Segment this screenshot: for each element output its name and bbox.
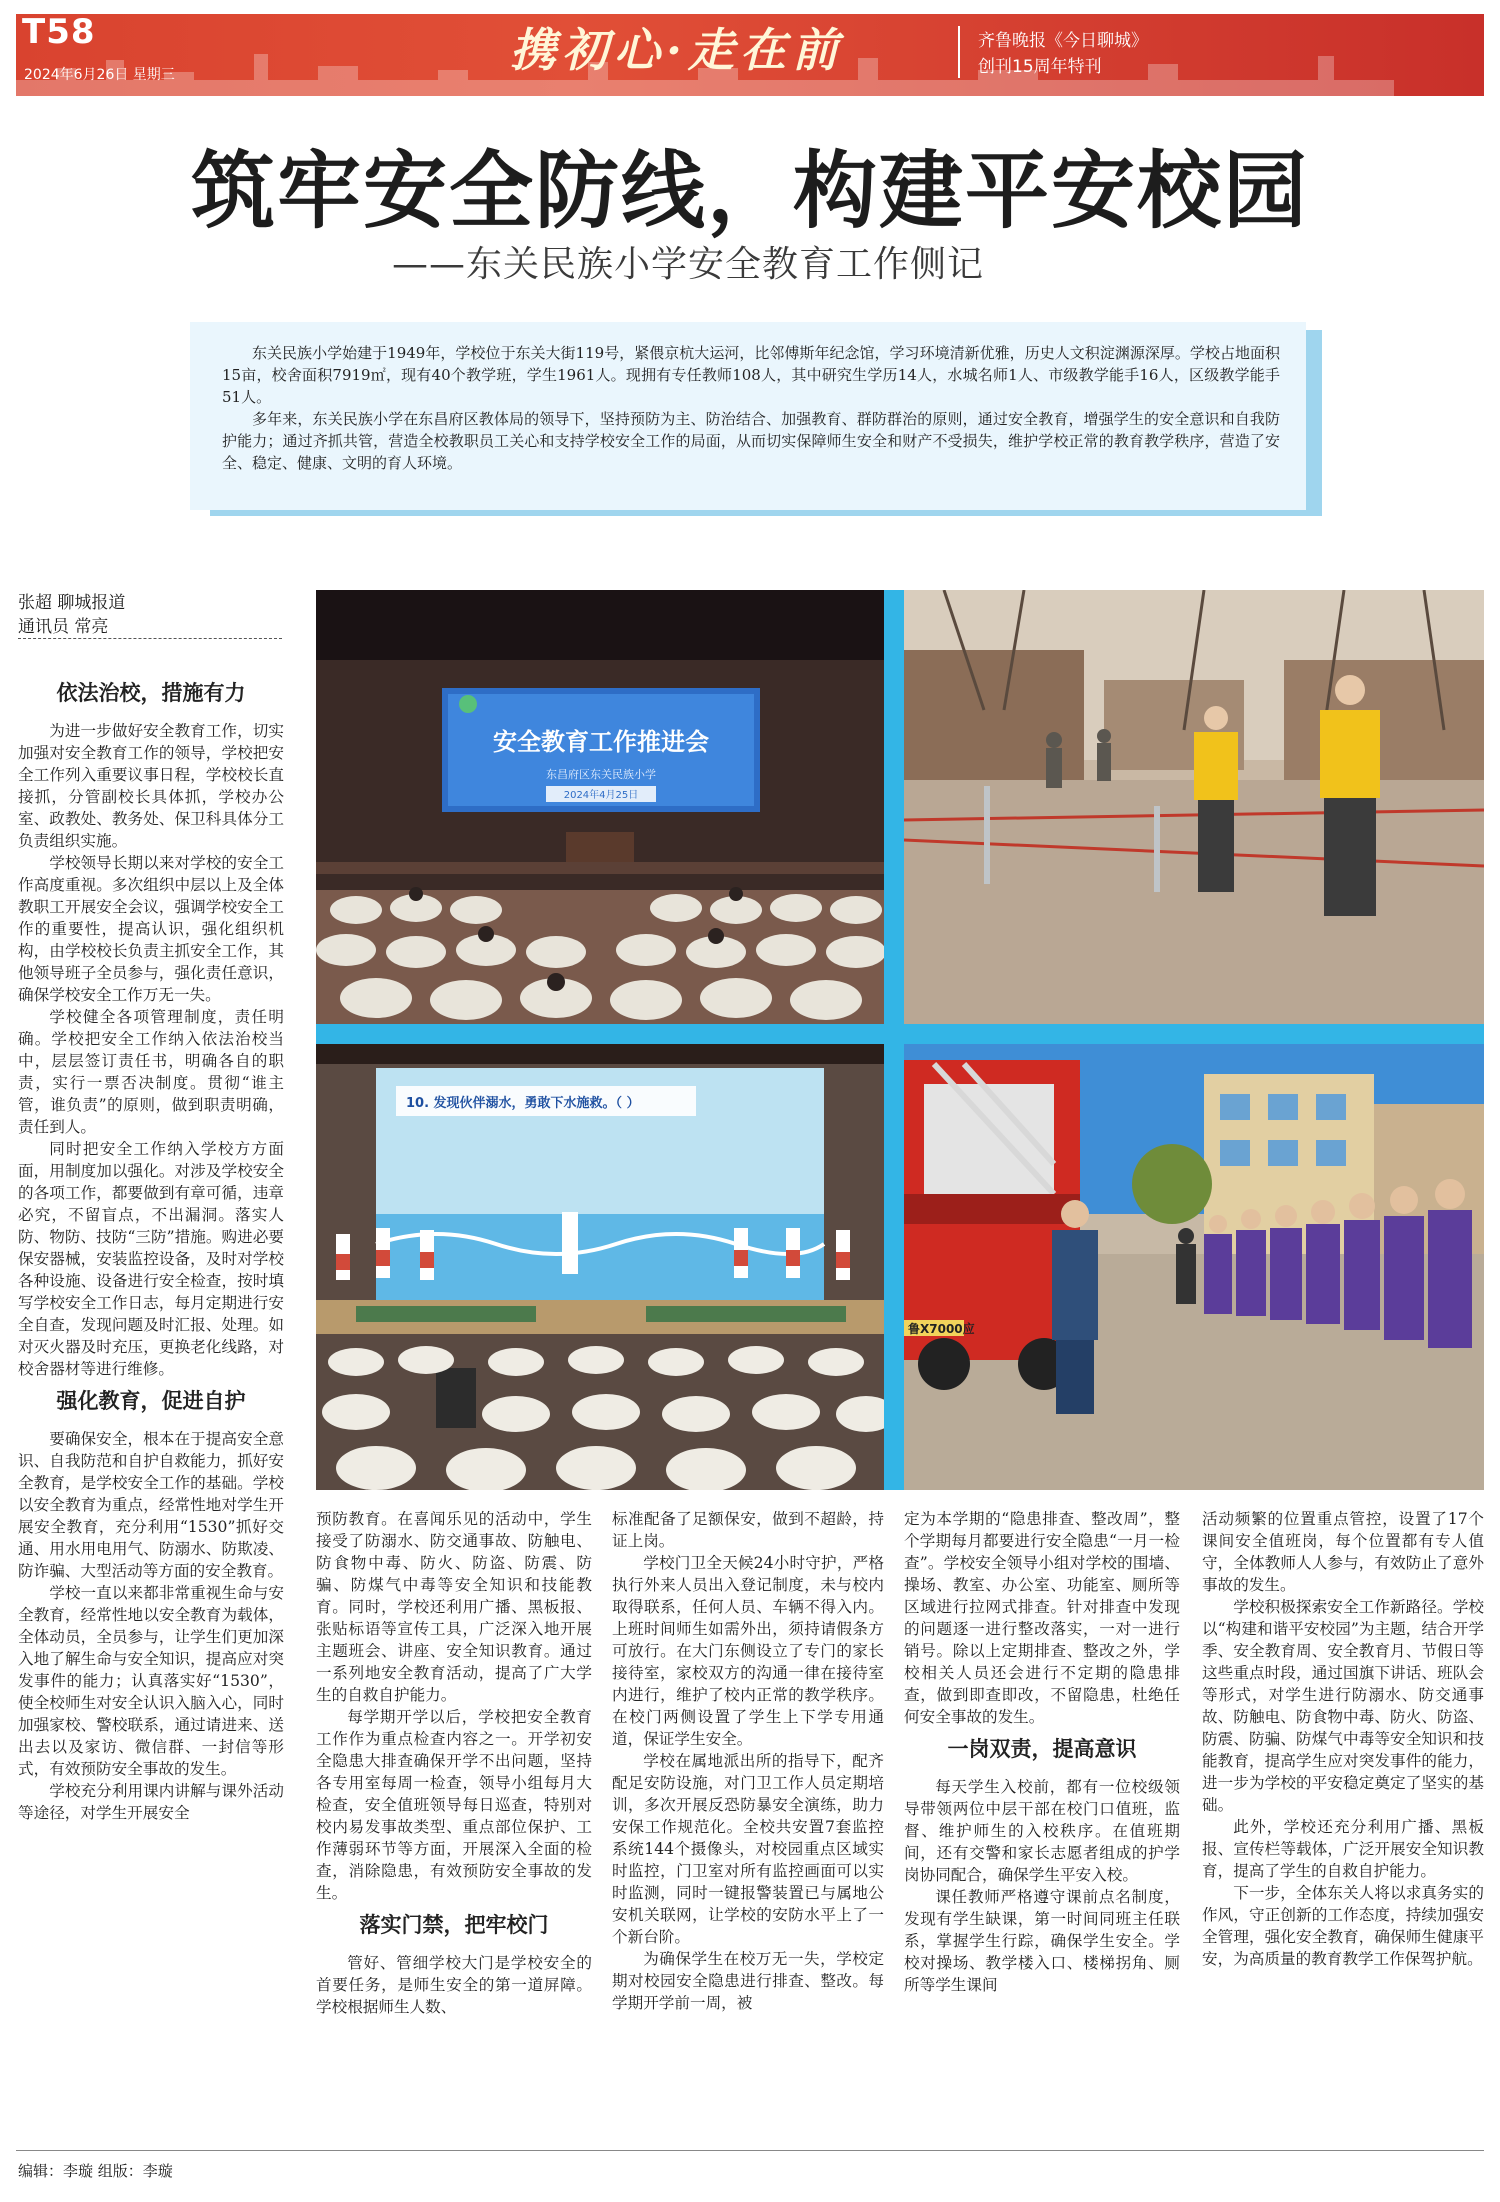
paragraph: 标准配备了足额保安，做到不超龄，持证上岗。 (612, 1510, 884, 1550)
paragraph: 每天学生入校前，都有一位校级领导带领两位中层干部在校门口值班，监督、维护师生的入校秩序。在值班期间，还有交警和家长志愿者组成的护学岗协同配合，确保学生平安入校。 (904, 1778, 1180, 1884)
issue-date: 2024年6月26日 星期三 (24, 67, 175, 83)
paragraph: 学校一直以来都非常重视生命与安全教育，经常性地以安全教育为载体，全体动员，全员参与，让学生们更加深入地了解生命与安全知识，提高应对突发事件的能力；认真落实好“1530”，使全校师生对安全认识入脑入心，同时加强家校、警校联系，通过请进来、送出去以及家访、微信群、一封信等形式，有效预防安全事故的发生。 (18, 1584, 284, 1778)
byline-divider (18, 638, 282, 639)
byline-correspondent: 通讯员 常亮 (18, 617, 109, 637)
paragraph: 每学期开学以后，学校把安全教育工作作为重点检查内容之一。开学初安全隐患大排查确保开学不出问题，坚持各专用室每周一检查，领导小组每月大检查，安全值班领导每日巡查，特别对校内易发事故类型、重点部位保护、工作薄弱环节等方面，开展深入全面的检查，消除隐患，有效预防安全事故的发生。 (316, 1708, 592, 1902)
section-heading: 强化教育，促进自护 (56, 1389, 246, 1413)
paragraph: 管好、管细学校大门是学校安全的首要任务，是师生安全的第一道屏障。学校根据师生人数、 (316, 1954, 592, 2016)
photo-grid-divider-vertical (884, 590, 904, 1490)
slide-title: 安全教育工作推进会 (493, 728, 709, 756)
paragraph: 学校在属地派出所的指导下，配齐配足安防设施，对门卫工作人员定期培训，多次开展反恐防暴安全演练，助力安保工作规范化。全校共安置7套监控系统144个摄像头，对校园重点区域实时监控，门卫室对所有监控画面可以实时监测，同时一键报警装置已与属地公安机关联网，让学校的安防水平上了一个新台阶。 (612, 1752, 884, 1946)
paper-name: 齐鲁晚报《今日聊城》 (978, 31, 1148, 51)
column-4 (904, 1508, 1180, 1996)
photo-school-gate (904, 590, 1484, 1024)
paragraph: 为确保学生在校万无一失，学校定期对校园安全隐患进行排查、整改。每学期开学前一周，被 (612, 1950, 884, 2012)
article-title: 筑牢安全防线，构建平安校园 (190, 141, 1309, 240)
paragraph: 学校积极探索安全工作新路径。学校以“构建和谐平安校园”为主题，结合开学季、安全教育周、安全教育月、节假日等这些重点时段，通过国旗下讲话、班队会等形式，对学生进行防溺水、防交通事故、防触电、防食物中毒、防火、防盗、防震、防骗、防煤气中毒等安全知识和技能教育，提高学生应对突发事件的能力，进一步为学校的平安稳定奠定了坚实的基础。 (1202, 1598, 1484, 1814)
column-2 (316, 1508, 592, 2018)
paragraph: 此外，学校还充分利用广播、黑板报、宣传栏等载体，广泛开展安全知识教育，提高了学生的自救自护能力。 (1202, 1818, 1484, 1880)
paragraph: 活动频繁的位置重点管控，设置了17个课间安全值班岗，每个位置都有专人值守，全体教师人人参与，有效防止了意外事故的发生。 (1202, 1510, 1484, 1594)
footer-credits: 编辑：李璇 组版：李璇 (18, 2162, 173, 2180)
paragraph: 预防教育。在喜闻乐见的活动中，学生接受了防溺水、防交通事故、防触电、防食物中毒、防火、防盗、防震、防骗、防煤气中毒等安全知识和技能教育。同时，学校还利用广播、黑板报、张贴标语等宣传工具，广泛深入地开展主题班会、讲座、安全知识教育。通过一系列地安全教育活动，提高了广大学生的自救自护能力。 (316, 1510, 592, 1704)
paragraph: 学校充分利用课内讲解与课外活动等途径，对学生开展安全 (18, 1782, 284, 1822)
paragraph: 学校门卫全天候24小时守护，严格执行外来人员出入登记制度，未与校内取得联系，任何人员、车辆不得入内。上班时间师生如需外出，须持请假条方可放行。在大门东侧设立了专门的家长接待室，家校双方的沟通一律在接待室内进行，维护了校内正常的教学秩序。在校门两侧设置了学生上下学专用通道，保证学生安全。 (612, 1554, 884, 1748)
special-issue-label: 创刊15周年特刊 (978, 57, 1102, 77)
paragraph: 学校领导长期以来对学校的安全工作高度重视。多次组织中层以上及全体教职工开展安全会议，强调学校安全工作的重要性，提高认识，强化组织机构，由学校校长负责主抓安全工作，其他领导班子全员参与，强化责任意识，确保学校安全工作万无一失。 (18, 854, 284, 1004)
paragraph: 定为本学期的“隐患排查、整改周”，整个学期每月都要进行安全隐患“一月一检查”。学校安全领导小组对学校的围墙、操场、教室、办公室、功能室、厕所等区域进行拉网式排查。针对排查中发现的问题逐一进行整改落实，一对一进行销号。除以上定期排查、整改之外，学校相关人员还会进行不定期的隐患排查，做到即查即改，不留隐患，杜绝任何安全事故的发生。 (904, 1510, 1180, 1726)
header-slogan: 携初心·走在前 (510, 23, 845, 77)
page-number: T58 (22, 12, 96, 52)
section-heading: 落实门禁，把牢校门 (359, 1913, 549, 1937)
intro-paragraph: 东关民族小学始建于1949年，学校位于东关大街119号，紧偎京杭大运河，比邻傅斯年纪念馆，学习环境清新优雅，历史人文积淀渊源深厚。学校占地面积15亩，校舍面积7919㎡，现有40个教学班，学生1961人。现拥有专任教师108人，其中研究生学历14人，水城名师1人、市级教学能手16人，区级教学能手51人。 (222, 344, 1280, 406)
section-heading: 一岗双责，提高意识 (947, 1737, 1137, 1761)
photo-drowning-quiz (316, 1044, 884, 1490)
footer-divider (16, 2150, 1484, 2151)
byline-reporter: 张超 聊城报道 (18, 593, 126, 613)
article-subtitle: ——东关民族小学安全教育工作侧记 (392, 244, 985, 285)
slide-question: 10. 发现伙伴溺水，勇敢下水施救。（ ） (406, 1096, 640, 1111)
paragraph: 下一步，全体东关人将以求真务实的作风，守正创新的工作态度，持续加强安全管理，强化安全教育，确保师生健康平安，为高质量的教育教学工作保驾护航。 (1202, 1884, 1484, 1968)
paragraph: 学校健全各项管理制度，责任明确。学校把安全工作纳入依法治校当中，层层签订责任书，明确各自的职责，实行一票否决制度。贯彻“谁主管，谁负责”的原则，做到职责明确，责任到人。 (18, 1008, 284, 1136)
paragraph: 为进一步做好安全教育工作，切实加强对安全教育工作的领导，学校把安全工作列入重要议事日程，学校校长直接抓，分管副校长具体抓，学校办公室、政教处、教务处、保卫科具体分工负责组织实施。 (18, 722, 284, 850)
paragraph: 要确保安全，根本在于提高安全意识、自我防范和自护自救能力，抓好安全教育，是学校安全工作的基础。学校以安全教育为重点，经常性地对学生开展安全教育，充分利用“1530”抓好交通、用水用电用气、防溺水、防欺凌、防诈骗、大型活动等方面的安全教育。 (18, 1430, 284, 1580)
intro-paragraph: 多年来，东关民族小学在东昌府区教体局的领导下，坚持预防为主、防治结合、加强教育、群防群治的原则，通过安全教育，增强学生的安全意识和自我防护能力；通过齐抓共管，营造全校教职员工关心和支持学校安全工作的局面，从而切实保障师生安全和财产不受损失，维护学校正常的教育教学秩序，营造了安全、稳定、健康、文明的育人环境。 (222, 410, 1280, 472)
column-1 (18, 672, 284, 1824)
header-divider (958, 26, 960, 78)
paragraph: 同时把安全工作纳入学校方方面面，用制度加以强化。对涉及学校安全的各项工作，都要做到有章可循，违章必究，不留盲点，不出漏洞。落实人防、物防、技防“三防”措施。购进必要保安器械，安装监控设备，及时对学校各种设施、设备进行安全检查，按时填写学校安全工作日志，每月定期进行安全自查，发现问题及时汇报、处理。如对灭火器及时充压，更换老化线路，对校舍器材等进行维修。 (18, 1140, 284, 1378)
photo-fire-drill (904, 1044, 1484, 1490)
fire-truck-plate: 鲁X7000应 (908, 1322, 975, 1336)
column-5 (1202, 1508, 1484, 1970)
section-heading: 依法治校，措施有力 (56, 681, 246, 705)
column-3 (612, 1508, 884, 2014)
slide-date: 2024年4月25日 (563, 790, 639, 801)
paragraph: 课任教师严格遵守课前点名制度，发现有学生缺课，第一时间同班主任联系，掌握学生行踪，确保学生安全。学校对操场、教学楼入口、楼梯拐角、厕所等学生课间 (904, 1888, 1180, 1994)
photo-meeting (316, 590, 884, 1024)
slide-school: 东昌府区东关民族小学 (546, 768, 656, 781)
intro-box (190, 322, 1306, 510)
